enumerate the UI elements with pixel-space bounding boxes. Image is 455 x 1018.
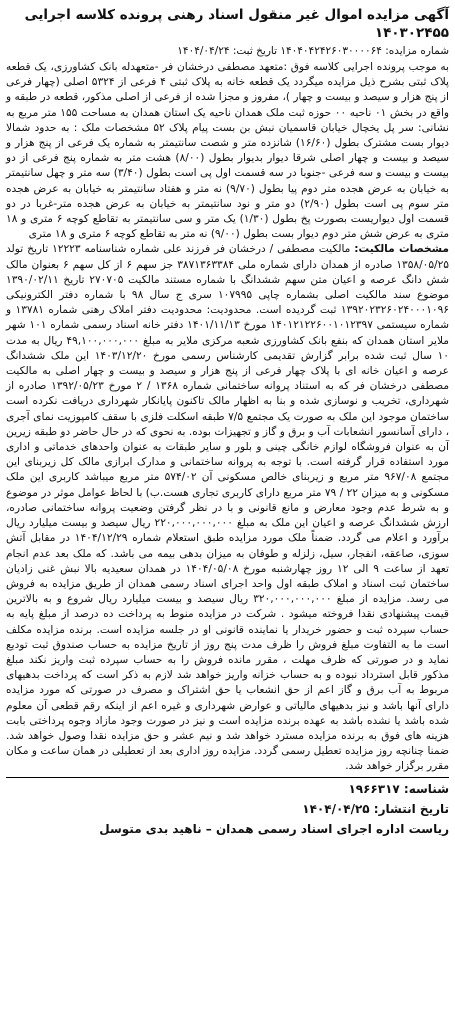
ownership-specs-label: مشخصات مالکیت:: [354, 243, 449, 256]
ownership-specs: [6, 242, 449, 774]
property-description: به موجب پرونده اجرایی کلاسه فوق :متعهد مصطفی درخشان فر -متعهدله بانک کشاورزی، یک قطعه پلاک ثبتی بشرح ذیل مزایده میگردد یک قطعه خانه به پلاک ثبتی ۴ فرعی از ۵۳۲۴ اصلی (چهار فرعی از پنج هزار و سیصد و بیست و چهار )، مفروز و مجزا شده از فرعی از اصلی مذکور، قطعه در طبقه و واقع در بخش ۰۱ ناحیه ۰۰ حوزه ثبت ملک همدان ناحیه یک استان همدان به مساحت ۱۵۵ متر مربع به نشانی: سر پل یخچال خیابان قاسمیان نبش بن بست پیام پلاک ۵۲ مشخصات ملک : به حدود شمالا دیوار بست مشترک بطول (۱۶/۶۰) شانزده متر و شصت سانتیمتر به شماره یک فرعی از پنج هزار و سیصد و بیست و چهار اصلی شرقا دیوار بدیوار بطول (۸/۰۰) هشت متر به شماره پنج فرعی از دو بیست و بیست و سه فرعی -جنوبا در سه قسمت اول پی است بطول (۳/۴۰) سه متر و چهل سانتیمتر به خیابان به عرض هجده متر دوم پیا بطول (۹/۷۰) نه متر و هفتاد سانتیمتر به خیابان به عرض هجده متر سوم پی است بطول (۲/۹۰) دو متر و نود سانتیمتر به خیابان به عرض هجده متر-غربا در دو قسمت اول دیواریست بصورت پخ بطول (۱/۳۰) یک متر و سی سانتیمتر به تقاطع کوچه ۶ متری و ۱۸ متری به عرض شش متر دوم دیوار بست بطول (۹/۰۰) نه متر به تقاطع کوچه ۶ متری و ۱۸ متری: [6, 61, 449, 241]
footer-divider: [6, 777, 449, 778]
ownership-specs-text: مالکیت مصطفی / درخشان فر فرزند علی شماره شناسنامه ۱۲۲۲۳ تاریخ تولد ۱۳۵۸/۰۵/۲۵ صادره از همدان دارای شماره ملی ۳۸۷۱۳۶۳۳۸۴ جز سهم ۶ از کل سهم ۶ بعنوان مالک شش دانگ عرصه و اعیان متن سهم ششدانگ با شماره مستند مالکیت ۲۷۰۷۰۵ تاریخ ۱۳۹۰/۰۲/۱۱ موضوع سند مالکیت اصلی بشماره چاپی ۱۰۷۹۹۵ سری ج سال ۹۸ با شماره دفتر الکترونیکی ۱۳۹۲۰۲۳۲۶۰۲۴۰۰۰۱۰۹۶ ثبت گردیده است. محدودیت: محدودیت دفتر املاک رهنی شماره ۱۳۷۸۱ و شماره سیستمی ۱۴۰۱۲۱۲۲۶۰۰۱۰۱۲۳۹۷ مورخ ۱۴۰۱/۱۱/۱۳ دفتر خانه اسناد رسمی شماره ۱۰۱ شهر ملایر استان همدان که بنفع بانک کشاورزی شعبه مرکزی ملایر به مبلغ ۴۹,۱۰۰,۰۰۰,۰۰۰ ریال به مدت ۱۰ سال ثبت شده برابر گزارش تقدیمی کارشناس رسمی مورخ ۱۴۰۳/۱۲/۲۰ این ملک ششدانگ عرصه و اعیان خانه ای با پلاک چهار فرعی از پنج هزار و سیصد و بیست و چهار اصلی به مالکیت مصطفی درخشان فر که به استناد پروانه ساختمانی شماره ۱۳۶۸ / ۲ مورخ ۱۳۹۲/۰۵/۲۳ صادره از شهرداری، تخریب و نوسازی شده و بنا به اظهار مالک تاکنون پایانکار شهرداری دریافت نکرده است ساختمان موجود این ملک به صورت یک مجتمع ۷/۵ طبقه اسکلت فلزی با سقف کامپوزیت نمای آجری ، دارای آسانسور انشعابات آب و برق و گاز و تجهیزات بوده. به نحوی که در حال حاضر دو طبقه زیرین آن به عنوان فروشگاه لوازم خانگی چینی و بلور و سایر طبقات به عنوان واحدهای خدماتی و اداری مورد استفاده قرار گرفته است. با توجه به پروانه ساختمانی و مدارک ابرازی مالک کل زیربنای این مجتمع ۹۶۷/۰۸ متر مربع و زیربنای خالص مسکونی آن ۵۷۴/۰۲ متر مربع میباشد کاربری این ملک مسکونی و به میزان ۲۲ / ۷۹ متر مربع دارای کاربری تجاری هست.ب) با لحاظ عوامل موثر در موضوع و به شرط عدم وجود معارض و مانع قانونی و با در نظر گرفتن وضعیت پروانه ساختمانی صادره، ارزش ششدانگ عرصه و اعیان این ملک به مبلغ ۲۲۰,۰۰۰,۰۰۰,۰۰۰ ریال سیصد و بیست میلیارد ریال برآورد و اعلام می گردد. ضمناً ملک مورد مزایده طبق استعلام شماره ۱۴۰۴/۱۲/۲۹ در مقابل آتش سوزی، صاعقه، انفجار، سیل، زلزله و طوفان به میزان بدهی بیمه می باشد. که ملک بعد عدم انجام تعهد از ساعت ۹ الی ۱۲ روز چهارشنبه مورخ ۱۴۰۴/۰۵/۰۸ در همدان سعیدیه بالا نبش غنی زادیان ساختمان ثبت اسناد و املاک طبقه اول واحد اجرای اسناد رسمی همدان از طریق مزایده به فروش می رسد. مزایده از مبلغ ۳۲۰,۰۰۰,۰۰۰,۰۰۰ ریال سیصد و بیست میلیارد ریال شروع و به بالاترین قیمت پیشنهادی نقدا فروخته میشود . شرکت در مزایده منوط به پرداخت ده درصد از مبلغ پایه به حساب سپرده ثبت و حضور خریدار یا نماینده قانونی او در جلسه مزایده است. برنده مزایده مکلف است ما به التفاوت مبلغ فروش را ظرف مدت پنج روز از تاریخ مزایده به حساب صندوق ثبت تودیع نماید و در صورتی که ظرف مهلت ، مقرر مانده فروش را به حساب سپرده ثبت واریز نکند مبلغ مذکور قابل استرداد نبوده و به حساب خزانه واریز خواهد شد لازم به ذکر است که پرداخت بدهیهای مربوط به آب برق و گاز اعم از حق انشعاب یا حق اشتراک و مصرف در صورتی که مورد مزایده دارای آنها باشد و نیز بدهیهای مالیاتی و عوارض شهرداری و غیره اعم از اینکه رقم قطعی آن معلوم شده باشد یا نشده باشد به عهده برنده مزایده است و نیز در صورت وجود مازاد وجوه پرداختی بابت هزینه های فوق به برنده مزایده مسترد خواهد شد و نیم عشر و حق مزایده نقدا وصول خواهد شد. ضمنا چنانچه روز مزایده تعطیل رسمی گردد. مزایده روز اداری بعد از تعطیلی در همان ساعت و مکان مقرر برگزار خواهد شد.: [6, 243, 450, 773]
publish-date: تاریخ انتشار: ۱۴۰۴/۰۴/۲۵: [302, 801, 449, 816]
auction-number-line: شماره مزایده: ۱۴۰۴۰۴۲۴۲۶۰۳۰۰۰۰۶۴ تاریخ ثبت: ۱۴۰۴/۰۴/۲۴: [177, 45, 449, 57]
notice-id: شناسه: ۱۹۶۶۳۱۷: [348, 781, 449, 796]
notice-title: آگهی مزایده اموال غیر منقول اسناد رهنی پرونده کلاسه اجرایی ۱۴۰۳۰۲۴۵۵: [24, 7, 449, 41]
signature: ریاست اداره اجرای اسناد رسمی همدان – ناهید بدی متوسل: [99, 821, 449, 836]
